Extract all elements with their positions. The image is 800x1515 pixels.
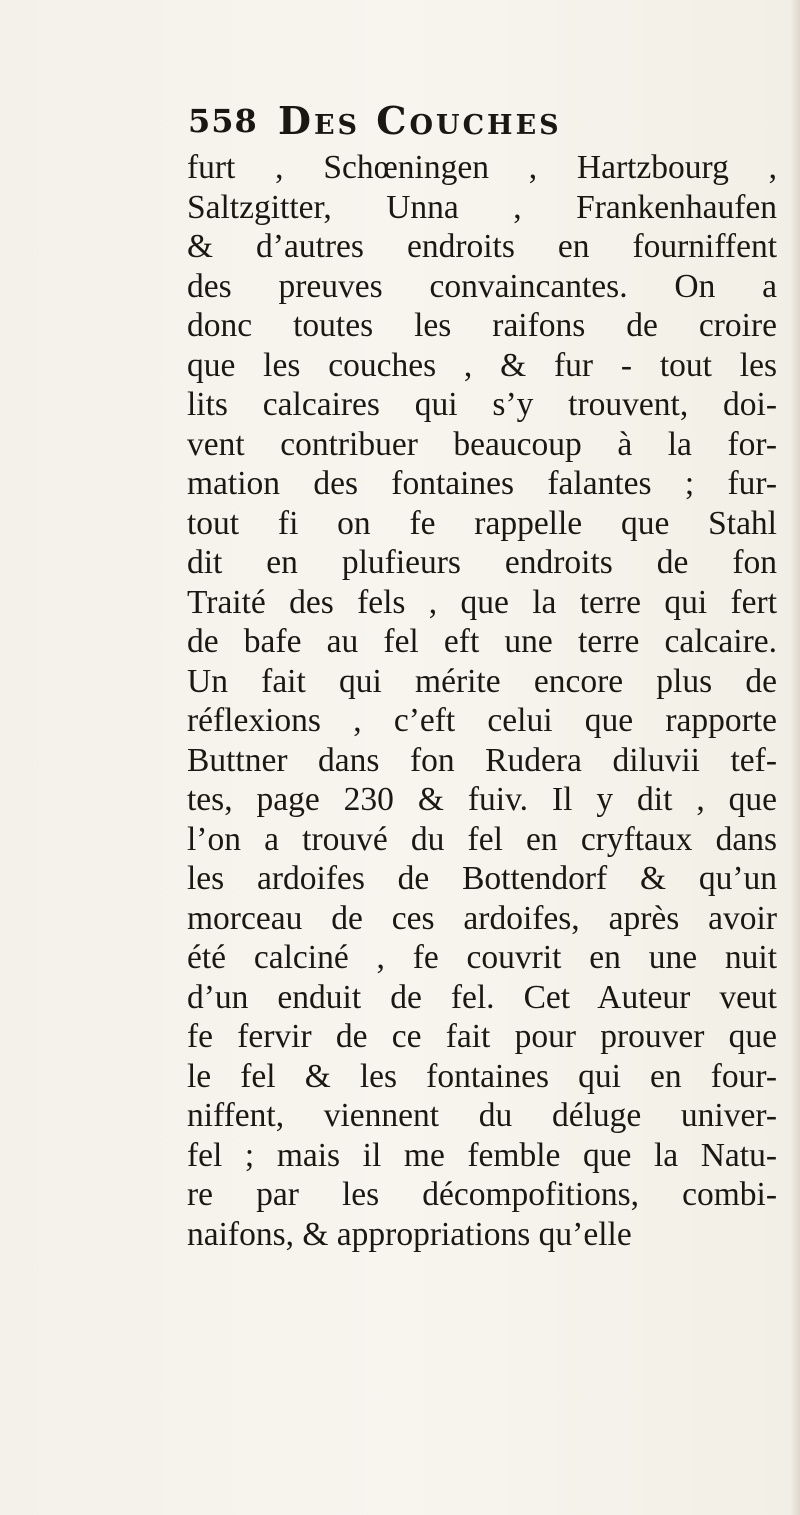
text-line: tes, page 230 & fuiv. Il y dit , que (187, 781, 777, 818)
running-head: Des Couches (278, 98, 562, 143)
text-line: donc toutes les raifons de croire (187, 307, 777, 344)
text-line: Traité des fels , que la terre qui fert (187, 583, 777, 621)
text-line: & d’autres endroits en fourniffent (187, 228, 777, 265)
text-line: re par les décompofitions, combi- (187, 1176, 777, 1213)
text-line: d’un enduit de fel. Cet Auteur veut (187, 978, 777, 1016)
text-line: Buttner dans fon Rudera diluvii tef- (187, 741, 777, 779)
text-line: été calciné , fe couvrit en une nuit (187, 939, 777, 976)
page-number: 558 (188, 102, 258, 140)
text-line: furt , Schœningen , Hartzbourg , (187, 149, 777, 186)
text-line: fe fervir de ce fait pour prouver que (187, 1018, 777, 1055)
text-line: dit en plufieurs endroits de fon (187, 544, 777, 581)
text-line: Saltzgitter, Unna , Frankenhaufen (187, 188, 777, 226)
text-line: que les couches , & fur - tout les (187, 346, 777, 384)
text-line: de bafe au fel eft une terre calcaire. (187, 623, 777, 660)
text-line: l’on a trouvé du fel en cryftaux dans (187, 820, 777, 858)
text-line: réflexions , c’eft celui que rapporte (187, 702, 777, 739)
text-line: des preuves convaincantes. On a (187, 267, 777, 305)
text-line: naifons, & appropriations qu’elle (187, 1215, 632, 1253)
text-line: morceau de ces ardoifes, après avoir (187, 899, 777, 937)
text-line: tout fi on fe rappelle que Stahl (187, 504, 777, 542)
text-line: niffent, viennent du déluge univer- (187, 1097, 777, 1134)
text-line: le fel & les fontaines qui en four- (187, 1057, 777, 1095)
text-line: fel ; mais il me femble que la Natu- (187, 1136, 777, 1174)
body-text (187, 148, 777, 1254)
text-line: lits calcaires qui s’y trouvent, doi- (187, 386, 777, 423)
text-line: Un fait qui mérite encore plus de (187, 662, 777, 700)
page-edge-shadow (790, 0, 800, 1515)
text-line: les ardoifes de Bottendorf & qu’un (187, 860, 777, 897)
text-line: mation des fontaines falantes ; fur- (187, 465, 777, 502)
text-line: vent contribuer beaucoup à la for- (187, 425, 777, 463)
page-header (188, 98, 708, 148)
